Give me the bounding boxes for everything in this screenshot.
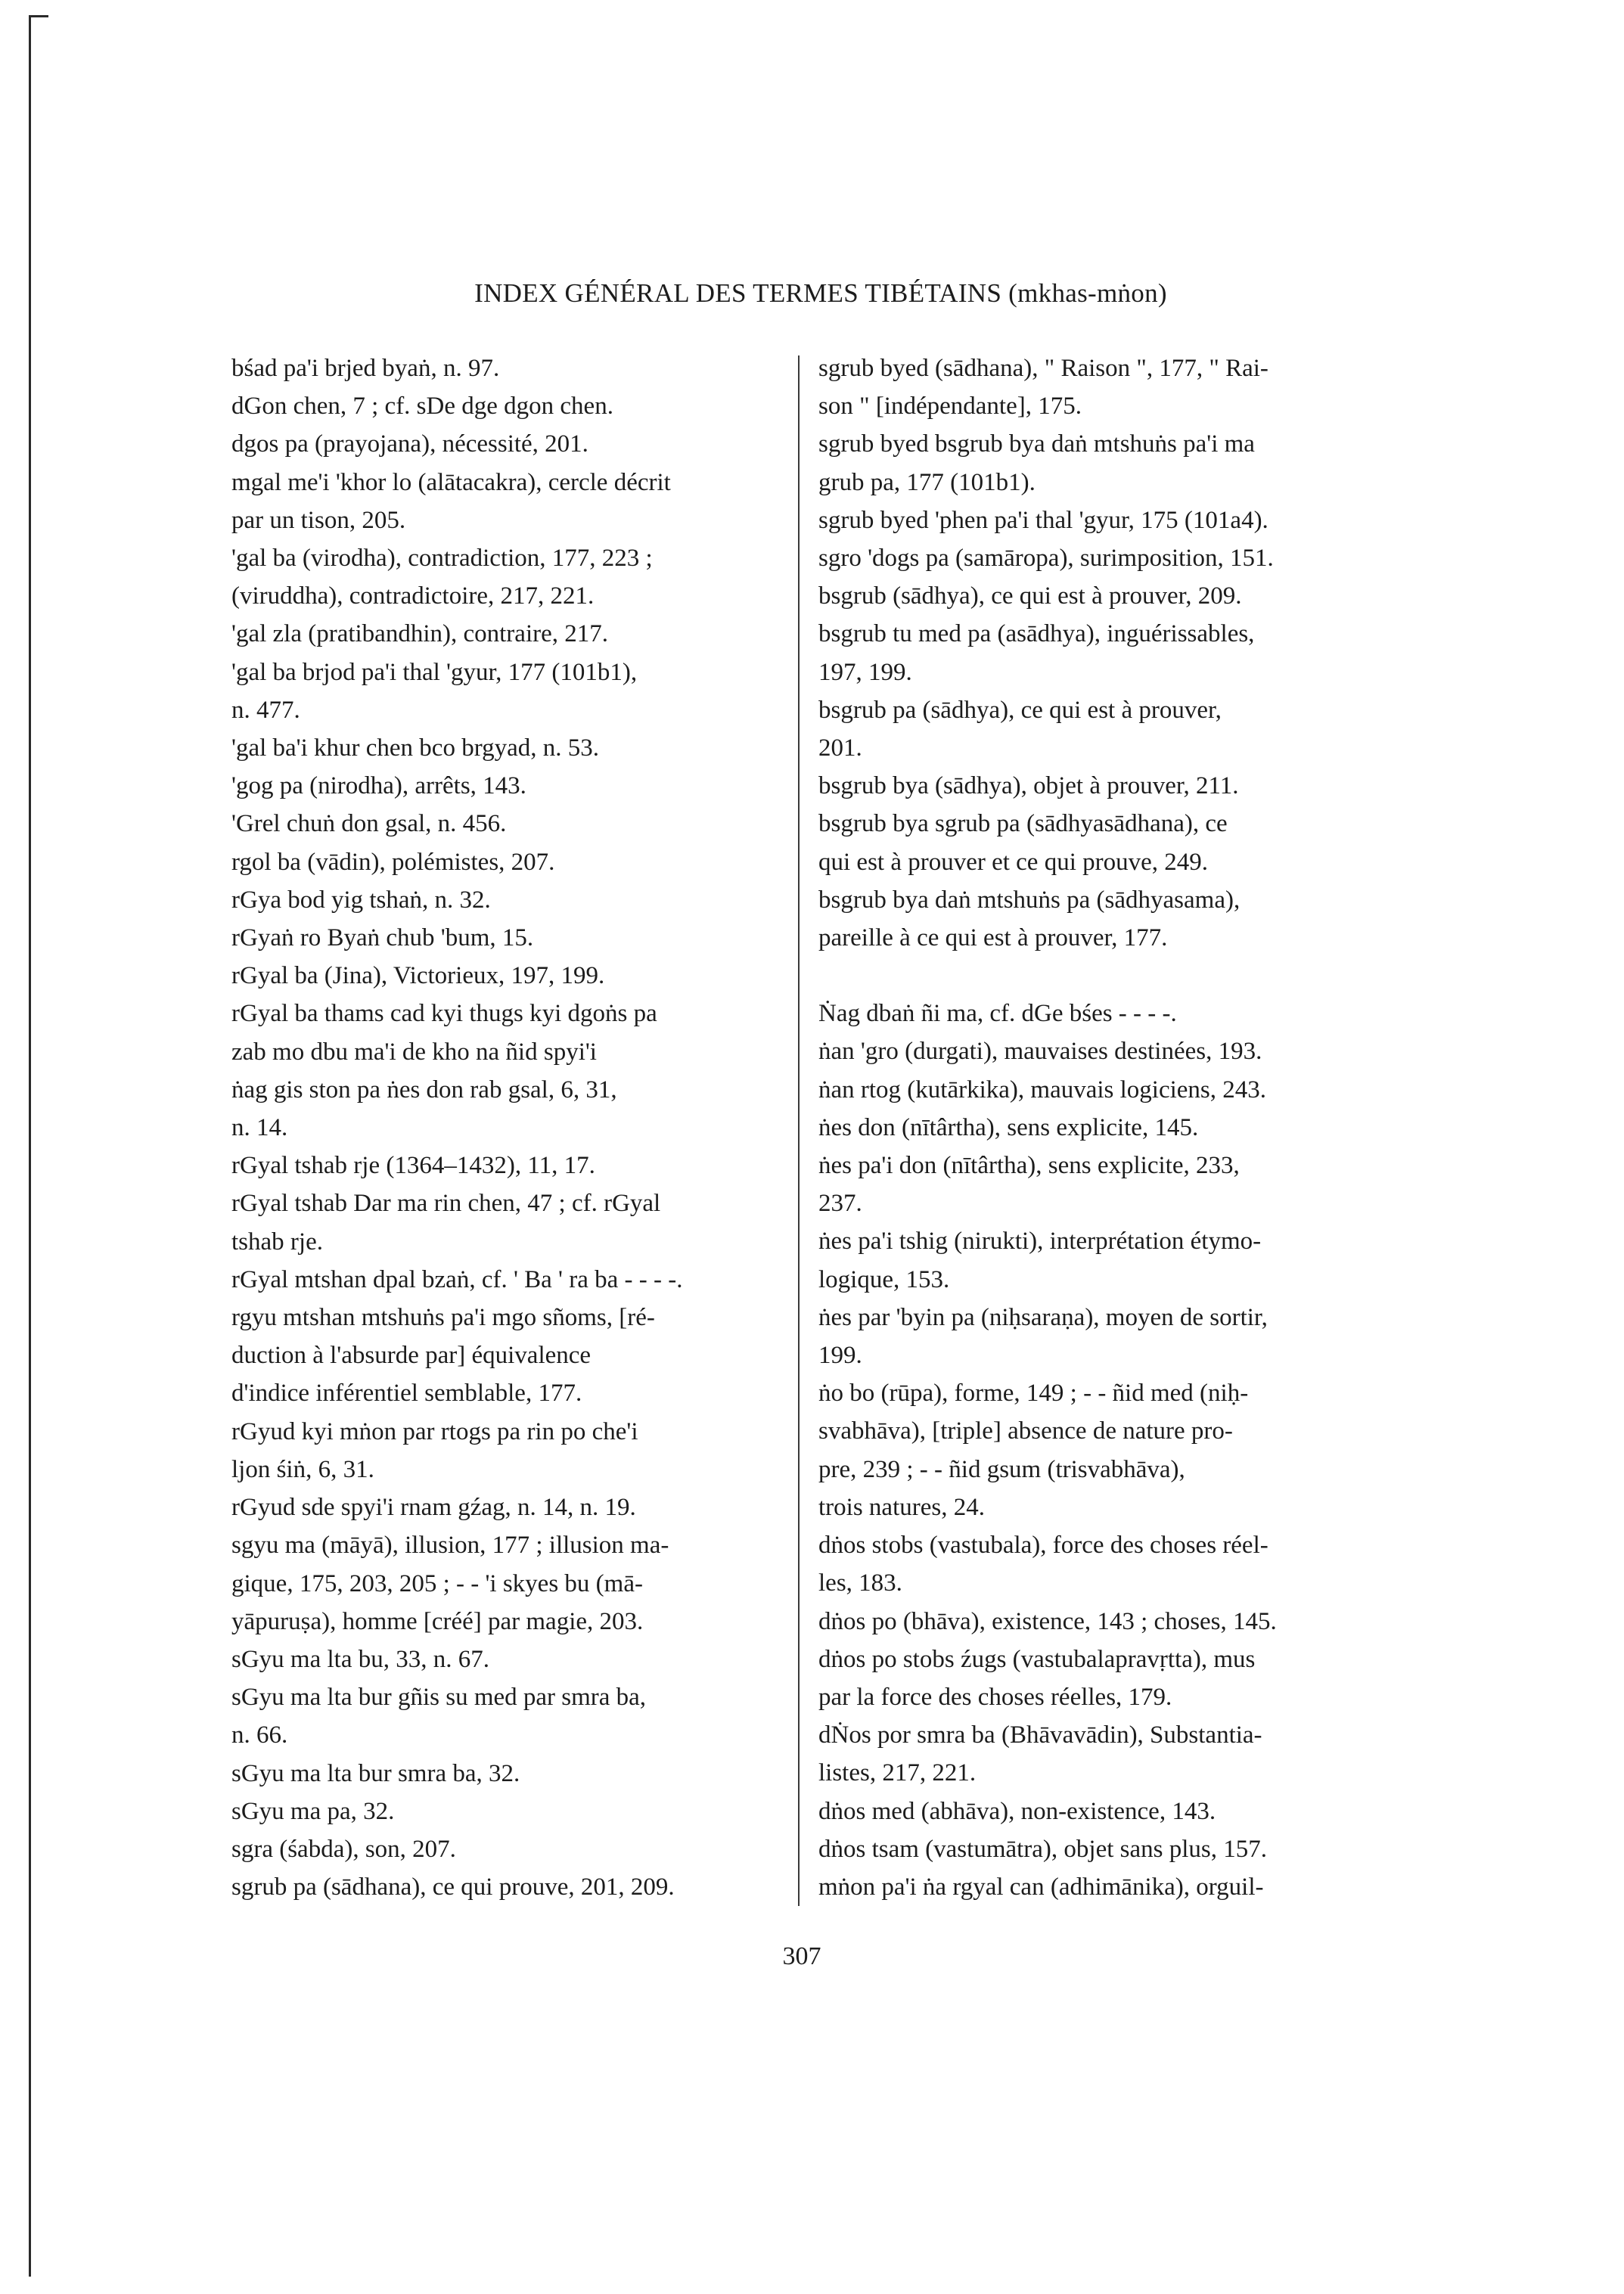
index-entry	[818, 881, 1401, 957]
index-entry	[818, 1299, 1401, 1374]
index-entry	[818, 1716, 1401, 1792]
index-entry-line: dṅos tsam (vastumātra), objet sans plus, 157.	[818, 1835, 1268, 1863]
index-entry-line: dṄos por smra ba (Bhāvavādin), Substantia-	[818, 1721, 1262, 1749]
index-entry	[818, 1793, 1401, 1830]
index-entry-line: dGon chen, 7 ; cf. sDe dge dgon chen.	[231, 393, 613, 421]
index-entry-line: logique, 153.	[818, 1265, 950, 1293]
index-entry-line: bsgrub bya daṅ mtshuṅs pa (sādhyasama),	[818, 886, 1241, 914]
index-entry-line: bsgrub (sādhya), ce qui est à prouver, 209.	[818, 582, 1242, 610]
index-entry	[231, 1793, 791, 1830]
index-entry	[818, 1641, 1401, 1716]
index-entry-line: zab mo dbu ma'i de kho na ñid spyi'i	[231, 1038, 597, 1066]
index-entry-line: n. 66.	[231, 1721, 288, 1749]
index-entry	[231, 843, 791, 881]
index-entry	[231, 1184, 791, 1260]
index-entry-line: sgro 'dogs pa (samāropa), surimposition, 151.	[818, 545, 1274, 573]
index-entry-line: (viruddha), contradictoire, 217, 221.	[231, 582, 595, 610]
index-entry	[818, 1147, 1401, 1222]
index-entry-line: 'gal ba'i khur chen bco brgyad, n. 53.	[231, 734, 599, 762]
index-entry	[231, 425, 791, 463]
index-entry-line: rGyal tshab Dar ma rin chen, 47 ; cf. rGyal	[231, 1190, 661, 1218]
index-entry-line: ṅan rtog (kutārkika), mauvais logiciens, 243.	[818, 1076, 1267, 1104]
index-entry-line: bsgrub pa (sādhya), ce qui est à prouver,	[818, 696, 1222, 724]
index-entry	[231, 615, 791, 653]
index-entry	[231, 1526, 791, 1641]
index-entry-line: bśad pa'i brjed byaṅ, n. 97.	[231, 355, 500, 382]
index-entry-line: Ṅag dbaṅ ñi ma, cf. dGe bśes - - - -.	[818, 1000, 1177, 1028]
index-entry	[231, 539, 791, 615]
index-entry-line: sGyu ma lta bur gñis su med par smra ba,	[231, 1684, 647, 1712]
index-entry-line: ṅes don (nītârtha), sens explicite, 145.	[818, 1113, 1199, 1141]
index-entry-line: listes, 217, 221.	[818, 1759, 977, 1787]
index-entry-line: 201.	[818, 734, 862, 762]
index-entry-line: sgrub byed 'phen pa'i thal 'gyur, 175 (101a4).	[818, 506, 1268, 534]
index-entry-line: ṅes pa'i don (nītârtha), sens explicite, 233,	[818, 1152, 1240, 1180]
index-entry	[818, 539, 1401, 577]
index-entry	[231, 1488, 791, 1526]
index-entry-line: 'gog pa (nirodha), arrêts, 143.	[231, 772, 526, 800]
index-entry-line: sgrub byed bsgrub bya daṅ mtshuṅs pa'i ma	[818, 430, 1255, 458]
index-column-right	[818, 349, 1401, 1906]
index-entry	[818, 349, 1401, 425]
index-entry	[818, 1526, 1401, 1602]
index-entry-line: bsgrub tu med pa (asādhya), inguérissables,	[818, 620, 1255, 648]
index-entry-line: rGyud sde spyi'i rnam gźag, n. 14, n. 19.	[231, 1494, 636, 1522]
index-entry	[231, 1868, 791, 1906]
index-entry	[818, 1830, 1401, 1868]
index-entry	[231, 349, 791, 387]
index-entry	[231, 1678, 791, 1754]
index-entry-line: gique, 175, 203, 205 ; - - 'i skyes bu (mā-	[231, 1569, 643, 1597]
index-entry-line: rGyal ba (Jina), Victorieux, 197, 199.	[231, 962, 605, 990]
index-entry-line: yāpuruṣa), homme [créé] par magie, 203.	[231, 1607, 644, 1635]
index-entry-line: 'gal ba brjod pa'i thal 'gyur, 177 (101b1),	[231, 658, 638, 686]
index-entry-line: 197, 199.	[818, 658, 912, 686]
index-entry-line: rGyal tshab rje (1364–1432), 11, 17.	[231, 1152, 595, 1180]
index-entry	[818, 805, 1401, 880]
index-entry-line: 'gal zla (pratibandhin), contraire, 217.	[231, 620, 608, 648]
index-entry	[231, 767, 791, 805]
index-entry-line: dṅos po (bhāva), existence, 143 ; choses, 145.	[818, 1607, 1277, 1635]
index-entry	[231, 1299, 791, 1413]
index-entry	[231, 1413, 791, 1488]
index-column-left	[231, 349, 791, 1906]
index-entry-line: dṅos po stobs źugs (vastubalapravṛtta), mus	[818, 1645, 1256, 1673]
index-entry-line: les, 183.	[818, 1569, 902, 1597]
index-entry-line: ṅan 'gro (durgati), mauvaises destinées, 193.	[818, 1038, 1262, 1066]
index-entry-line: dṅos med (abhāva), non-existence, 143.	[818, 1797, 1216, 1825]
index-entry-line: duction à l'absurde par] équivalence	[231, 1342, 592, 1370]
index-entry	[231, 995, 791, 1147]
index-entry	[231, 653, 791, 729]
index-entry-line: rGyal mtshan dpal bzaṅ, cf. ' Ba ' ra ba - - - -.	[231, 1265, 683, 1293]
index-entry-line: mgal me'i 'khor lo (alātacakra), cercle décrit	[231, 468, 671, 496]
index-entry	[818, 995, 1401, 1032]
index-entry-line: trois natures, 24.	[818, 1493, 985, 1521]
index-entry	[231, 464, 791, 539]
index-entry-line: son " [indépendante], 175.	[818, 393, 1082, 421]
index-entry-line: ṅo bo (rūpa), forme, 149 ; - - ñid med (niḥ-	[818, 1380, 1249, 1408]
index-entry-line: rGyud kyi mṅon par rtogs pa rin po che'i	[231, 1417, 638, 1445]
index-entry-line: rGyaṅ ro Byaṅ chub 'bum, 15.	[231, 924, 534, 952]
index-entry-line: bsgrub bya (sādhya), objet à prouver, 211.	[818, 772, 1239, 800]
index-entry-line: n. 477.	[231, 696, 300, 724]
index-entry-line: sGyu ma pa, 32.	[231, 1797, 395, 1825]
index-entry-line: sgrub pa (sādhana), ce qui prouve, 201, 209.	[231, 1873, 675, 1901]
index-entry-line: par la force des choses réelles, 179.	[818, 1683, 1172, 1711]
index-entry	[818, 1603, 1401, 1641]
index-entry-line: ṅes par 'byin pa (niḥsaraṇa), moyen de sortir,	[818, 1303, 1268, 1331]
index-entry	[818, 1032, 1401, 1070]
index-entry-line: grub pa, 177 (101b1).	[818, 468, 1036, 496]
index-entry-line: n. 14.	[231, 1114, 288, 1142]
index-entry	[231, 387, 791, 425]
index-entry	[231, 1755, 791, 1793]
page-header-title: INDEX GÉNÉRAL DES TERMES TIBÉTAINS (mkhas-mṅon)	[474, 278, 1167, 308]
index-entry	[231, 919, 791, 957]
column-divider	[798, 355, 800, 1906]
index-entry	[231, 881, 791, 919]
index-entry	[818, 1222, 1401, 1298]
index-entry-line: ṅes pa'i tshig (nirukti), interprétation étymo-	[818, 1228, 1262, 1256]
index-entry	[818, 615, 1401, 691]
section-gap	[818, 957, 1401, 995]
index-entry-line: par un tison, 205.	[231, 506, 406, 534]
index-entry	[818, 577, 1401, 615]
index-entry-line: mṅon pa'i ṅa rgyal can (adhimānika), orguil-	[818, 1873, 1264, 1901]
index-entry-line: rGya bod yig tshaṅ, n. 32.	[231, 886, 491, 914]
index-entry	[231, 1641, 791, 1678]
index-entry	[231, 729, 791, 767]
index-entry-line: dgos pa (prayojana), nécessité, 201.	[231, 430, 588, 458]
index-entry	[818, 1868, 1401, 1906]
index-entry	[818, 767, 1401, 805]
index-entry-line: svabhāva), [triple] absence de nature pro-	[818, 1417, 1233, 1445]
index-entry	[231, 1830, 791, 1868]
index-entry-line: pareille à ce qui est à prouver, 177.	[818, 924, 1168, 952]
index-entry	[818, 501, 1401, 539]
index-entry-line: rgol ba (vādin), polémistes, 207.	[231, 848, 555, 876]
index-entry	[818, 1109, 1401, 1147]
index-entry-line: rGyal ba thams cad kyi thugs kyi dgoṅs pa	[231, 1000, 657, 1028]
index-entry	[231, 1147, 791, 1184]
index-entry-line: 'gal ba (virodha), contradiction, 177, 223 ;	[231, 545, 653, 573]
binding-edge-rule	[29, 15, 31, 2277]
index-entry-line: qui est à prouver et ce qui prouve, 249.	[818, 848, 1209, 876]
index-entry	[818, 425, 1401, 501]
index-entry-line: dṅos stobs (vastubala), force des choses réel-	[818, 1532, 1268, 1560]
index-entry-line: tshab rje.	[231, 1228, 323, 1256]
index-entry-line: ljon śiṅ, 6, 31.	[231, 1455, 374, 1483]
index-entry-line: sgra (śabda), son, 207.	[231, 1835, 456, 1863]
index-entry	[231, 957, 791, 995]
index-entry-line: d'indice inférentiel semblable, 177.	[231, 1380, 582, 1408]
index-entry	[231, 1261, 791, 1299]
index-entry	[818, 1071, 1401, 1109]
index-entry-line: rgyu mtshan mtshuṅs pa'i mgo sñoms, [ré-	[231, 1304, 655, 1332]
page-number: 307	[782, 1942, 821, 1970]
index-entry-line: sgyu ma (māyā), illusion, 177 ; illusion ma-	[231, 1532, 669, 1560]
index-entry	[818, 691, 1401, 767]
index-entry	[818, 1374, 1401, 1526]
index-entry-line: 237.	[818, 1190, 862, 1218]
index-entry-line: ṅag gis ston pa ṅes don rab gsal, 6, 31,	[231, 1076, 617, 1104]
index-entry	[231, 805, 791, 843]
index-entry-line: bsgrub bya sgrub pa (sādhyasādhana), ce	[818, 810, 1228, 838]
index-entry-line: sgrub byed (sādhana), " Raison ", 177, " Rai-	[818, 355, 1268, 382]
index-entry-line: 199.	[818, 1342, 862, 1370]
index-entry-line: sGyu ma lta bur smra ba, 32.	[231, 1759, 520, 1787]
index-entry-line: 'Grel chuṅ don gsal, n. 456.	[231, 810, 507, 838]
corner-crop-mark	[29, 15, 48, 17]
index-entry-line: sGyu ma lta bu, 33, n. 67.	[231, 1645, 489, 1673]
index-entry-line: pre, 239 ; - - ñid gsum (trisvabhāva),	[818, 1455, 1185, 1483]
